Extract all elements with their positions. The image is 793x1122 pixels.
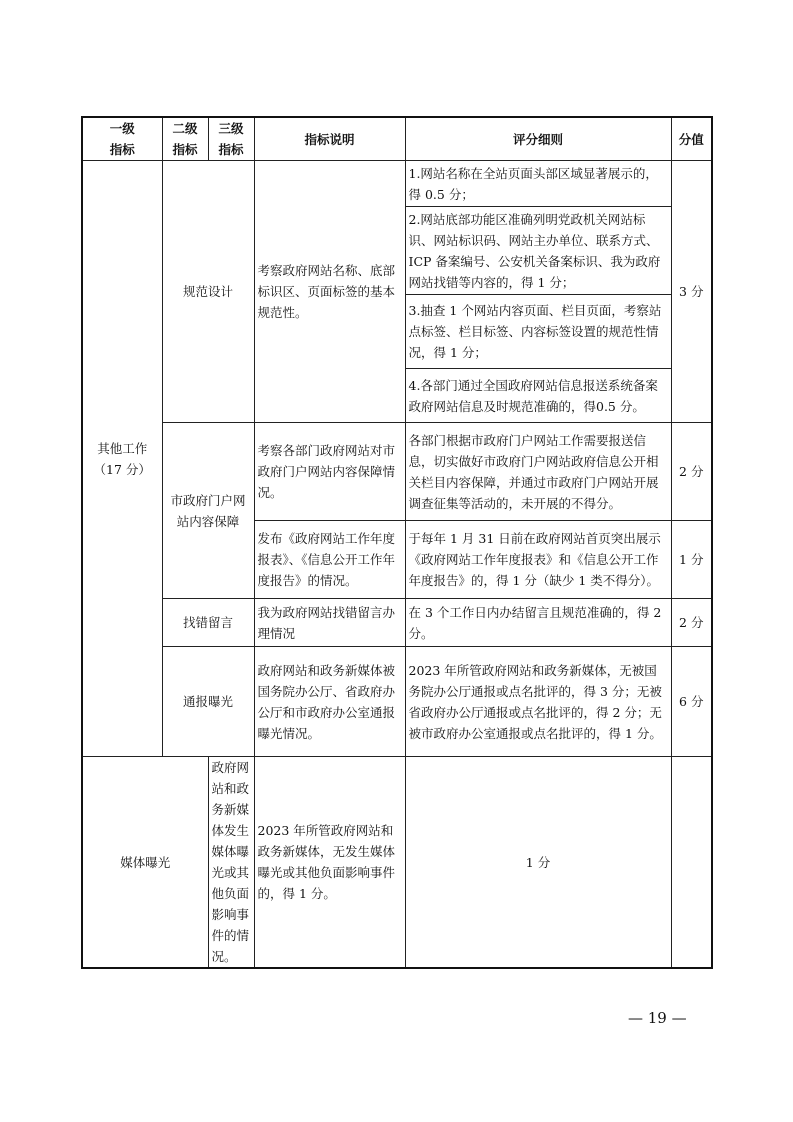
level1-points: （17 分） [93,461,151,477]
message-description: 我为政府网站找错留言办理情况 [254,599,405,647]
portal-score-1: 2 分 [671,423,712,521]
media-description: 政府网站和政务新媒体发生媒体曝光或其他负面影响事件的情况。 [208,757,254,969]
message-score: 2 分 [671,599,712,647]
header-level2: 二级 指标 [162,117,208,161]
portal-name: 市政府门户网站内容保障 [162,423,254,599]
header-level3: 三级 指标 [208,117,254,161]
portal-score-2: 1 分 [671,521,712,599]
portal-description-2: 发布《政府网站工作年度报表》、《信息公开工作年度报告》的情况。 [254,521,405,599]
header-level1: 一级 指标 [82,117,162,161]
table-row [82,599,712,647]
message-rule: 在 3 个工作日内办结留言且规范准确的，得 2 分。 [405,599,671,647]
table-row [82,423,712,521]
scoring-table [81,116,713,969]
table-header-row [82,117,712,161]
notify-name: 通报曝光 [162,647,254,757]
norm-description: 考察政府网站名称、底部标识区、页面标签的基本规范性。 [254,161,405,423]
level1-name: 其他工作 [97,440,148,456]
media-rule: 2023 年所管政府网站和政务新媒体，无发生媒体曝光或其他负面影响事件的，得 1 分。 [254,757,405,969]
message-name: 找错留言 [162,599,254,647]
notify-score: 6 分 [671,647,712,757]
notify-description: 政府网站和政务新媒体被国务院办公厅、省政府办公厅和市政府办公室通报曝光情况。 [254,647,405,757]
norm-rule-1: 1.网站名称在全站页面头部区域显著展示的，得 0.5 分； [405,161,671,207]
portal-description-1: 考察各部门政府网站对市政府门户网站内容保障情况。 [254,423,405,521]
media-score: 1 分 [405,757,671,969]
norm-score: 3 分 [671,161,712,423]
portal-rule-1: 各部门根据市政府门户网站工作需要报送信息，切实做好市政府门户网站政府信息公开相关栏目内容保障，并通过市政府门户网站开展调查征集等活动的，未开展的不得分。 [405,423,671,521]
header-description: 指标说明 [254,117,405,161]
norm-name: 规范设计 [162,161,254,423]
norm-rule-4: 4.各部门通过全国政府网站信息报送系统备案政府网站信息及时规范准确的，得0.5 分。 [405,369,671,423]
header-score: 分值 [671,117,712,161]
table-row [82,161,712,207]
page-number: — 19 — [628,1009,687,1027]
table-row [82,757,712,969]
header-rules: 评分细则 [405,117,671,161]
notify-rule: 2023 年所管政府网站和政务新媒体，无被国务院办公厅通报或点名批评的，得 3 分；无被省政府办公厅通报或点名批评的，得 2 分；无被市政府办公室通报或点名批评的，得 1 分。 [405,647,671,757]
level1-cell [82,161,162,757]
norm-rule-2: 2.网站底部功能区准确列明党政机关网站标识、网站标识码、网站主办单位、联系方式、ICP 备案编号、公安机关备案标识、我为政府网站找错等内容的，得 1 分； [405,207,671,295]
media-name: 媒体曝光 [82,757,208,969]
portal-rule-2: 于每年 1 月 31 日前在政府网站首页突出展示《政府网站工作年度报表》和《信息公开工作年度报告》的，得 1 分（缺少 1 类不得分）。 [405,521,671,599]
norm-rule-3: 3.抽查 1 个网站内容页面、栏目页面，考察站点标签、栏目标签、内容标签设置的规范性情况，得 1 分； [405,295,671,369]
table-row [82,647,712,757]
